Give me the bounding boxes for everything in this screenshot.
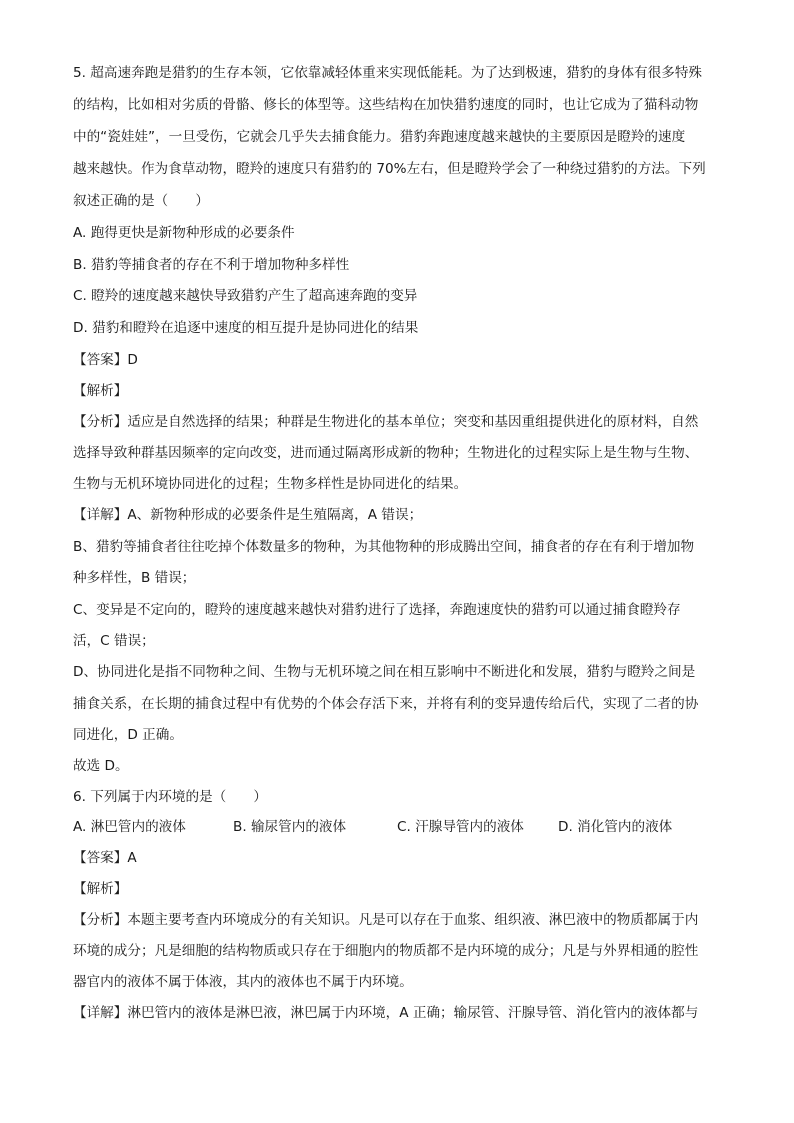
q5-option-a: A. 跑得更快是新物种形成的必要条件: [73, 225, 295, 241]
q6-analysis-line: 环境的成分；凡是细胞的结构物质或只存在于细胞内的物质都不是内环境的成分；凡是与外界相通的腔性: [73, 943, 699, 959]
q5-stem-line: 的结构，比如相对劣质的骨骼、修长的体型等。这些结构在加快猎豹速度的同时，也让它成为了猫科动物: [73, 97, 699, 113]
q5-analysis-heading: 【解析】: [73, 383, 128, 399]
q5-detail-line: D、协同进化是指不同物种之间、生物与无机环境之间在相互影响中不断进化和发展，猎豹与瞪羚之间是: [73, 664, 696, 680]
q6-option-c: C. 汗腺导管内的液体: [397, 819, 524, 835]
q5-detail-line: 同进化，D 正确。: [73, 727, 183, 743]
q5-option-c: C. 瞪羚的速度越来越快导致猎豹产生了超高速奔跑的变异: [73, 288, 418, 304]
q5-detail-line: C、变异是不定向的，瞪羚的速度越来越快对猎豹进行了选择，奔跑速度快的猎豹可以通过捕食瞪羚存: [73, 602, 681, 618]
q5-detail-line: 种多样性，B 错误；: [73, 570, 196, 586]
q5-analysis-line: 【分析】适应是自然选择的结果；种群是生物进化的基本单位；突变和基因重组提供进化的原材料，自然: [73, 414, 699, 430]
q6-analysis-heading: 【解析】: [73, 881, 128, 897]
q5-stem-line: 叙述正确的是（ ）: [73, 193, 209, 209]
q6-detail-line: 【详解】淋巴管内的液体是淋巴液，淋巴属于内环境，A 正确；输尿管、汗腺导管、消化管内的液体都与: [73, 1005, 699, 1021]
q6-option-d: D. 消化管内的液体: [558, 819, 673, 835]
q5-detail-line: 活，C 错误；: [73, 633, 155, 649]
q5-stem-line: 越来越快。作为食草动物，瞪羚的速度只有猎豹的 70%左右，但是瞪羚学会了一种绕过猎豹的方法。下列: [73, 161, 706, 177]
q5-option-b: B. 猎豹等捕食者的存在不利于增加物种多样性: [73, 257, 350, 273]
q5-stem-line: 中的“瓷娃娃”，一旦受伤，它就会几乎失去捕食能力。猎豹奔跑速度越来越快的主要原因是瞪羚的速度: [73, 129, 686, 145]
q6-analysis-line: 【分析】本题主要考查内环境成分的有关知识。凡是可以存在于血浆、组织液、淋巴液中的物质都属于内: [73, 912, 699, 928]
q5-detail-line: B、猎豹等捕食者往往吃掉个体数量多的物种，为其他物种的形成腾出空间，捕食者的存在有利于增加物: [73, 539, 695, 555]
q5-analysis-line: 生物与无机环境协同进化的过程；生物多样性是协同进化的结果。: [73, 476, 468, 492]
q6-answer: 【答案】A: [73, 850, 137, 866]
q6-options-row: [73, 817, 723, 837]
q5-detail-line: 捕食关系，在长期的捕食过程中有优势的个体会存活下来，并将有利的变异遗传给后代，实现了二者的协: [73, 696, 699, 712]
q6-option-a: A. 淋巴管内的液体: [73, 819, 186, 835]
q5-analysis-line: 选择导致种群基因频率的定向改变，进而通过隔离形成新的物种；生物进化的过程实际上是生物与生物、: [73, 445, 699, 461]
q5-option-d: D. 猎豹和瞪羚在追逐中速度的相互提升是协同进化的结果: [73, 320, 419, 336]
q5-detail-line: 【详解】A、新物种形成的必要条件是生殖隔离，A 错误；: [73, 507, 423, 523]
q5-stem-line: 5. 超高速奔跑是猎豹的生存本领，它依靠减轻体重来实现低能耗。为了达到极速，猎豹的身体有很多特殊: [73, 65, 703, 81]
q5-answer: 【答案】D: [73, 352, 138, 368]
q6-analysis-line: 器官内的液体不属于体液，其内的液体也不属于内环境。: [73, 974, 413, 990]
q6-stem: 6. 下列属于内环境的是（ ）: [73, 789, 268, 805]
q5-conclusion: 故选 D。: [73, 758, 129, 774]
q6-option-b: B. 输尿管内的液体: [233, 819, 347, 835]
